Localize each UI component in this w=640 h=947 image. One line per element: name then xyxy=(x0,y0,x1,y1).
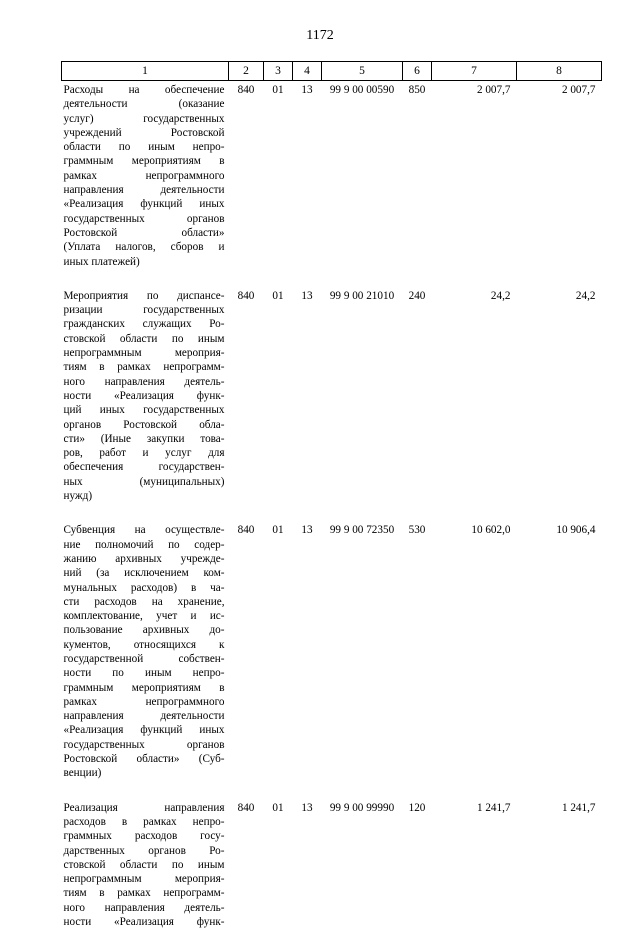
description-line: ций иных государственных xyxy=(64,403,225,417)
description-line: иных платежей) xyxy=(64,255,225,269)
amount-year-1: 1 241,7 xyxy=(432,799,517,947)
description-line: стовской области по иным xyxy=(64,858,225,872)
description-line: ности «Реализация функ- xyxy=(64,915,225,929)
description-line: ного направления деятель- xyxy=(64,901,225,915)
header-cell-8: 8 xyxy=(517,62,602,81)
description-line: кументов, относящихся к xyxy=(64,638,225,652)
description-line: комплектование, учет и ис- xyxy=(64,609,225,623)
budget-table xyxy=(61,61,602,947)
page-number: 1172 xyxy=(0,28,640,44)
description-line: жанию архивных учрежде- xyxy=(64,552,225,566)
description-line: ных (муниципальных) xyxy=(64,475,225,489)
description-line: «Реализация функций иных xyxy=(64,723,225,737)
description-line: граммным мероприятиям в xyxy=(64,154,225,168)
description-line: граммным мероприятиям в xyxy=(64,681,225,695)
subsection-code: 13 xyxy=(293,521,322,798)
description-line: расходов в рамках непро- xyxy=(64,815,225,829)
description-line: Мероприятия по диспансе- xyxy=(64,289,225,303)
ministry-code: 840 xyxy=(229,799,264,947)
description-line: Расходы на обеспечение xyxy=(64,83,225,97)
target-article-code: 99 9 00 00590 xyxy=(322,81,403,287)
expense-type-code: 530 xyxy=(403,521,432,798)
description-line: Ростовской области» xyxy=(64,226,225,240)
description-line: венции) xyxy=(64,766,225,780)
description-line: граммных расходов госу- xyxy=(64,829,225,843)
description-line: ризации государственных xyxy=(64,303,225,317)
target-article-code: 99 9 00 99990 xyxy=(322,799,403,947)
section-code: 01 xyxy=(264,81,293,287)
description-line: ности «Реализация функ- xyxy=(64,389,225,403)
description-line: тиям в рамках непрограмм- xyxy=(64,886,225,900)
amount-year-1: 10 602,0 xyxy=(432,521,517,798)
description-line: ности по иным непро- xyxy=(64,666,225,680)
ministry-code: 840 xyxy=(229,81,264,287)
subsection-code: 13 xyxy=(293,287,322,521)
section-code: 01 xyxy=(264,799,293,947)
description-line: направления деятельности xyxy=(64,709,225,723)
description-line: нужд) xyxy=(64,489,225,503)
subsection-code: 13 xyxy=(293,81,322,287)
target-article-code: 99 9 00 21010 xyxy=(322,287,403,521)
header-cell-6: 6 xyxy=(403,62,432,81)
table-row xyxy=(62,799,602,947)
description-line: рамках непрограммного xyxy=(64,695,225,709)
description-line: непрограммным мероприя- xyxy=(64,872,225,886)
description-line: тиям в рамках непрограмм- xyxy=(64,360,225,374)
header-cell-5: 5 xyxy=(322,62,403,81)
table-body xyxy=(62,81,602,947)
amount-year-2: 10 906,4 xyxy=(517,521,602,798)
target-article-code: 99 9 00 72350 xyxy=(322,521,403,798)
description-line: учреждений Ростовской xyxy=(64,126,225,140)
amount-year-1: 2 007,7 xyxy=(432,81,517,287)
description-line: Субвенция на осуществле- xyxy=(64,523,225,537)
description-line: непрограммным мероприя- xyxy=(64,346,225,360)
header-cell-3: 3 xyxy=(264,62,293,81)
description-line: области по иным непро- xyxy=(64,140,225,154)
description-line: сти расходов на хранение, xyxy=(64,595,225,609)
amount-year-2: 2 007,7 xyxy=(517,81,602,287)
description-line: Реализация направления xyxy=(64,801,225,815)
description-line: услуг) государственных xyxy=(64,112,225,126)
description-line: ний (за исключением ком- xyxy=(64,566,225,580)
row-description xyxy=(62,287,229,521)
section-code: 01 xyxy=(264,287,293,521)
expense-type-code: 120 xyxy=(403,799,432,947)
description-line: сти» (Иные закупки това- xyxy=(64,432,225,446)
header-row xyxy=(62,62,602,81)
description-line: гражданских служащих Ро- xyxy=(64,317,225,331)
row-description xyxy=(62,521,229,798)
description-line: государственных органов xyxy=(64,212,225,226)
description-line: направления деятельности xyxy=(64,183,225,197)
subsection-code: 13 xyxy=(293,799,322,947)
table-row xyxy=(62,81,602,287)
table-row xyxy=(62,287,602,521)
description-line: дарственных органов Ро- xyxy=(64,844,225,858)
amount-year-1: 24,2 xyxy=(432,287,517,521)
description-line: (Уплата налогов, сборов и xyxy=(64,240,225,254)
description-line: пользование архивных до- xyxy=(64,623,225,637)
row-description xyxy=(62,799,229,947)
header-cell-4: 4 xyxy=(293,62,322,81)
header-cell-2: 2 xyxy=(229,62,264,81)
expense-type-code: 240 xyxy=(403,287,432,521)
header-cell-1: 1 xyxy=(62,62,229,81)
description-line: мунальных расходов) в ча- xyxy=(64,581,225,595)
description-line: ного направления деятель- xyxy=(64,375,225,389)
amount-year-2: 24,2 xyxy=(517,287,602,521)
table-row xyxy=(62,521,602,798)
description-line: «Реализация функций иных xyxy=(64,197,225,211)
description-line: органов Ростовской обла- xyxy=(64,418,225,432)
description-line: стовской области по иным xyxy=(64,332,225,346)
description-line: государственных органов xyxy=(64,738,225,752)
description-line: обеспечения государствен- xyxy=(64,460,225,474)
section-code: 01 xyxy=(264,521,293,798)
expense-type-code: 850 xyxy=(403,81,432,287)
ministry-code: 840 xyxy=(229,521,264,798)
description-line: ние полномочий по содер- xyxy=(64,538,225,552)
description-line: Ростовской области» (Суб- xyxy=(64,752,225,766)
description-line: ров, работ и услуг для xyxy=(64,446,225,460)
amount-year-2: 1 241,7 xyxy=(517,799,602,947)
ministry-code: 840 xyxy=(229,287,264,521)
row-description xyxy=(62,81,229,287)
description-line: государственной собствен- xyxy=(64,652,225,666)
description-line: деятельности (оказание xyxy=(64,97,225,111)
description-line: рамках непрограммного xyxy=(64,169,225,183)
header-cell-7: 7 xyxy=(432,62,517,81)
